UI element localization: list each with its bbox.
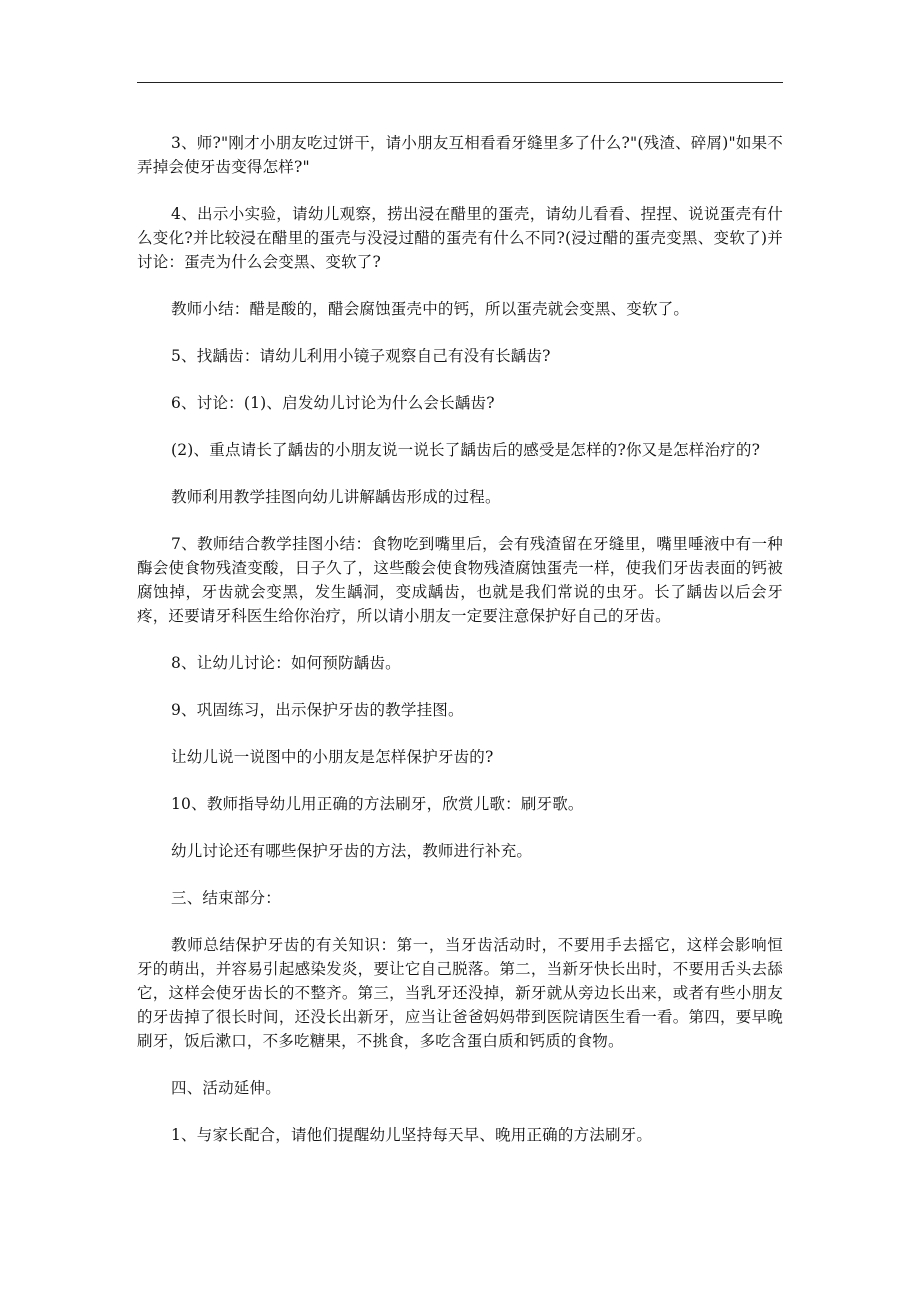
extension-item-1: 1、与家长配合，请他们提醒幼儿坚持每天早、晚用正确的方法刷牙。 [171,1126,653,1144]
children-say-paragraph: 让幼儿说一说图中的小朋友是怎样保护牙齿的? [171,748,494,766]
step-8-paragraph: 8、让幼儿讨论：如何预防龋齿。 [171,654,401,672]
header-rule [137,82,783,83]
section-4-heading: 四、活动延伸。 [171,1079,281,1097]
step-6-sub-2-paragraph: (2)、重点请长了龋齿的小朋友说一说长了龋齿后的感受是怎样的?你又是怎样治疗的? [171,441,761,459]
step-9-paragraph: 9、巩固练习，出示保护牙齿的教学挂图。 [171,701,464,719]
children-discuss-paragraph: 幼儿讨论还有哪些保护牙齿的方法，教师进行补充。 [171,842,533,860]
step-3-paragraph: 3、师?"刚才小朋友吃过饼干，请小朋友互相看看牙缝里多了什么?"(残渣、碎屑)"如果不弄掉会使牙齿变得怎样?" [137,134,783,176]
teacher-final-summary: 教师总结保护牙齿的有关知识：第一，当牙齿活动时，不要用手去摇它，这样会影响恒牙的萌出，并容易引起感染发炎，要让它自己脱落。第二，当新牙快长出时，不要用舌头去舔它，这样会使牙齿长的不整齐。第三，当乳牙还没掉，新牙就从旁边长出来，或者有些小朋友的牙齿掉了很长时间，还没长出新牙，应当让爸爸妈妈带到医院请医生看一看。第四，要早晚刷牙，饭后漱口，不多吃糖果，不挑食，多吃含蛋白质和钙质的食物。 [137,936,783,1050]
document-body [137,131,783,1170]
step-6-paragraph: 6、讨论：(1)、启发幼儿讨论为什么会长龋齿? [171,394,495,412]
step-4-paragraph: 4、出示小实验，请幼儿观察，捞出浸在醋里的蛋壳，请幼儿看看、捏捏、说说蛋壳有什么变化?并比较浸在醋里的蛋壳与没浸过醋的蛋壳有什么不同?(浸过醋的蛋壳变黑、变软了)并讨论：蛋壳为什么会变黑、变软了? [137,205,783,271]
step-5-paragraph: 5、找龋齿：请幼儿利用小镜子观察自己有没有长龋齿? [171,347,551,365]
teacher-summary-vinegar: 教师小结：醋是酸的，醋会腐蚀蛋壳中的钙，所以蛋壳就会变黑、变软了。 [171,300,690,318]
teacher-explain-paragraph: 教师利用教学挂图向幼儿讲解龋齿形成的过程。 [171,488,501,506]
step-7-paragraph: 7、教师结合教学挂图小结：食物吃到嘴里后，会有残渣留在牙缝里，嘴里唾液中有一种酶会使食物残渣变酸，日子久了，这些酸会使食物残渣腐蚀蛋壳一样，使我们牙齿表面的钙被腐蚀掉，牙齿就会变黑，发生龋洞，变成龋齿，也就是我们常说的虫牙。长了龋齿以后会牙疼，还要请牙科医生给你治疗，所以请小朋友一定要注意保护好自己的牙齿。 [137,535,783,625]
step-10-paragraph: 10、教师指导幼儿用正确的方法刷牙，欣赏儿歌：刷牙歌。 [171,795,584,813]
section-3-heading: 三、结束部分： [171,889,281,907]
